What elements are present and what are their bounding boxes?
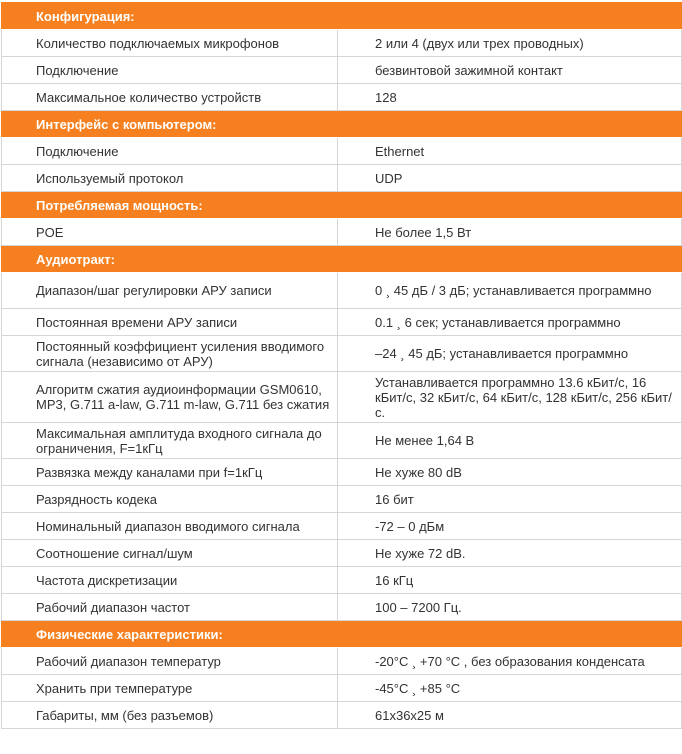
value-cell: -72 – 0 дБм xyxy=(338,513,682,540)
param-cell: Максимальное количество устройств xyxy=(2,84,338,111)
value-cell: -20°C ¸ +70 °C , без образования конденсата xyxy=(338,648,682,675)
param-cell: POE xyxy=(2,219,338,246)
section-title: Интерфейс с компьютером: xyxy=(2,111,682,138)
table-row xyxy=(2,219,682,246)
param-cell: Рабочий диапазон частот xyxy=(2,594,338,621)
section-title: Аудиотракт: xyxy=(2,246,682,273)
value-cell: Не менее 1,64 В xyxy=(338,423,682,459)
param-cell: Алгоритм сжатия аудиоинформации GSM0610, MP3, G.711 a-law, G.711 m-law, G.711 без сжатия xyxy=(2,372,338,423)
section-header xyxy=(2,192,682,219)
table-row xyxy=(2,459,682,486)
table-row xyxy=(2,648,682,675)
table-row xyxy=(2,486,682,513)
section-title: Потребляемая мощность: xyxy=(2,192,682,219)
table-row xyxy=(2,336,682,372)
param-cell: Номинальный диапазон вводимого сигнала xyxy=(2,513,338,540)
param-cell: Габариты, мм (без разъемов) xyxy=(2,702,338,729)
table-row xyxy=(2,57,682,84)
value-cell: Не хуже 80 dB xyxy=(338,459,682,486)
param-cell: Количество подключаемых микрофонов xyxy=(2,30,338,57)
param-cell: Соотношение сигнал/шум xyxy=(2,540,338,567)
param-cell: Подключение xyxy=(2,138,338,165)
table-row xyxy=(2,273,682,309)
param-cell: Хранить при температуре xyxy=(2,675,338,702)
value-cell: безвинтовой зажимной контакт xyxy=(338,57,682,84)
param-cell: Используемый протокол xyxy=(2,165,338,192)
section-header xyxy=(2,246,682,273)
section-header xyxy=(2,111,682,138)
value-cell: Ethernet xyxy=(338,138,682,165)
param-cell: Разрядность кодека xyxy=(2,486,338,513)
table-row xyxy=(2,30,682,57)
value-cell: –24 ¸ 45 дБ; устанавливается программно xyxy=(338,336,682,372)
param-cell: Максимальная амплитуда входного сигнала до ограничения, F=1кГц xyxy=(2,423,338,459)
value-cell: Не более 1,5 Вт xyxy=(338,219,682,246)
table-row xyxy=(2,567,682,594)
value-cell: 0.1 ¸ 6 сек; устанавливается программно xyxy=(338,309,682,336)
section-title: Физические характеристики: xyxy=(2,621,682,648)
value-cell: 128 xyxy=(338,84,682,111)
value-cell: Устанавливается программно 13.6 кБит/с, 16 кБит/с, 32 кБит/с, 64 кБит/с, 128 кБит/с, 256 кБит/с. xyxy=(338,372,682,423)
value-cell: 16 бит xyxy=(338,486,682,513)
table-row xyxy=(2,423,682,459)
value-cell: 2 или 4 (двух или трех проводных) xyxy=(338,30,682,57)
value-cell: Не хуже 72 dB. xyxy=(338,540,682,567)
table-row xyxy=(2,513,682,540)
param-cell: Частота дискретизации xyxy=(2,567,338,594)
value-cell: 100 – 7200 Гц. xyxy=(338,594,682,621)
param-cell: Подключение xyxy=(2,57,338,84)
section-title: Конфигурация: xyxy=(2,3,682,30)
table-row xyxy=(2,675,682,702)
param-cell: Постоянный коэффициент усиления вводимого сигнала (независимо от АРУ) xyxy=(2,336,338,372)
value-cell: -45°C ¸ +85 °C xyxy=(338,675,682,702)
value-cell: 16 кГц xyxy=(338,567,682,594)
table-row xyxy=(2,540,682,567)
table-row xyxy=(2,165,682,192)
section-header xyxy=(2,621,682,648)
param-cell: Постоянная времени АРУ записи xyxy=(2,309,338,336)
value-cell: 0 ¸ 45 дБ / 3 дБ; устанавливается программно xyxy=(338,273,682,309)
section-header xyxy=(2,3,682,30)
table-row xyxy=(2,372,682,423)
param-cell: Рабочий диапазон температур xyxy=(2,648,338,675)
param-cell: Диапазон/шаг регулировки АРУ записи xyxy=(2,273,338,309)
table-row xyxy=(2,309,682,336)
value-cell: 61x36x25 м xyxy=(338,702,682,729)
param-cell: Развязка между каналами при f=1кГц xyxy=(2,459,338,486)
table-row xyxy=(2,138,682,165)
spec-table xyxy=(1,2,682,729)
table-row xyxy=(2,594,682,621)
value-cell: UDP xyxy=(338,165,682,192)
table-row xyxy=(2,84,682,111)
table-row xyxy=(2,702,682,729)
